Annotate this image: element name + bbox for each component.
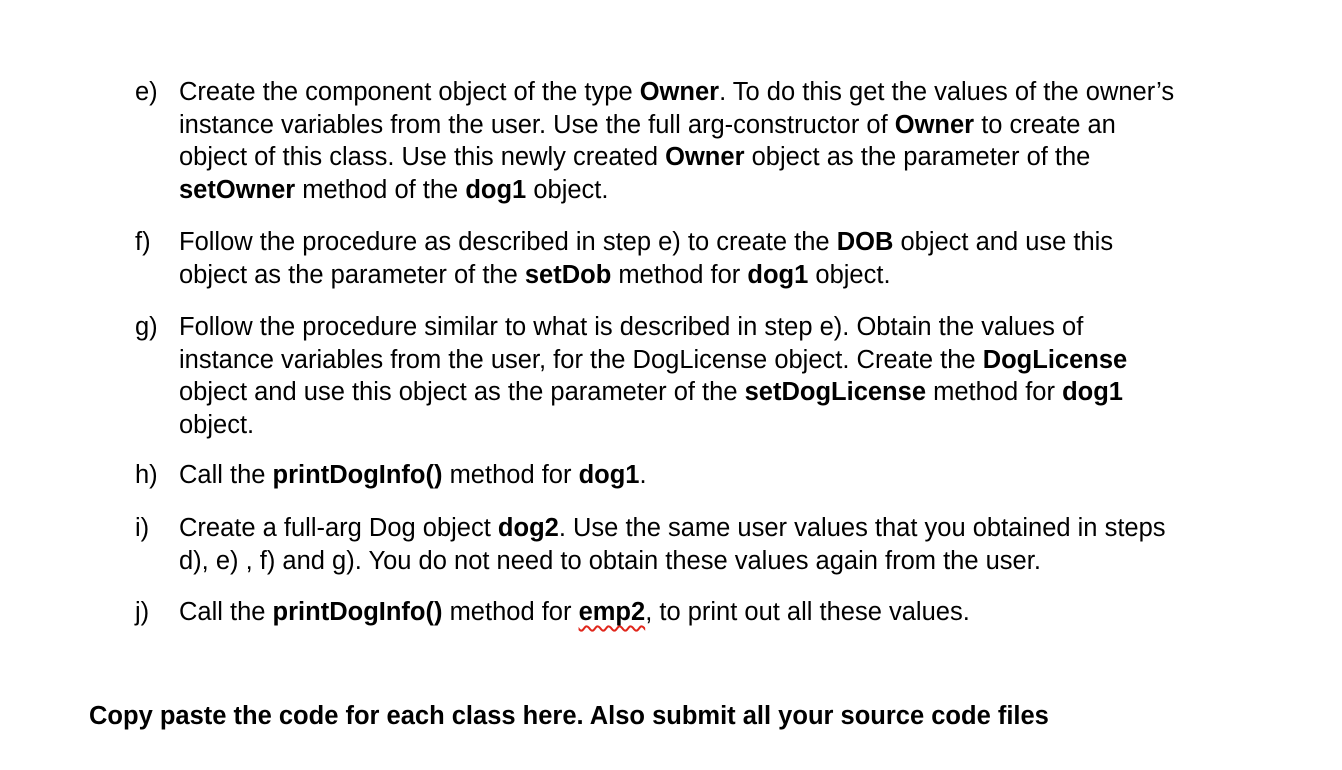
text-run: Follow the procedure as described in step e) to create the <box>179 228 837 256</box>
text-run: method for <box>442 598 579 626</box>
text-line <box>179 109 1279 142</box>
bold-term: dog1 <box>578 461 640 489</box>
text-run: object as the parameter of the <box>179 260 525 289</box>
bold-term: printDogInfo() <box>272 598 443 626</box>
bold-term: DOB <box>836 228 894 256</box>
text-run: object and use this object as the parameter of the <box>179 378 745 406</box>
text-line <box>179 596 1279 629</box>
list-marker: e) <box>135 78 158 106</box>
bold-term: Owner <box>894 110 975 139</box>
text-run: method of the <box>295 175 466 204</box>
list-item-text <box>179 596 1279 629</box>
text-run: object as the parameter of the <box>744 143 1091 171</box>
list-marker: g) <box>135 313 158 341</box>
text-run: object. <box>526 175 609 204</box>
bold-term: dog2 <box>497 514 559 542</box>
bold-term: DogLicense <box>982 345 1128 374</box>
text-line <box>179 344 1279 377</box>
text-run: Call the <box>179 461 273 489</box>
text-run: , to print out all these values. <box>645 598 970 626</box>
bold-term: Owner <box>665 143 745 171</box>
bold-term: dog1 <box>465 175 527 204</box>
list-marker: i) <box>135 514 150 542</box>
text-run: Create a full-arg Dog object <box>179 514 498 542</box>
text-run: . <box>639 461 647 489</box>
bold-term: Owner <box>639 78 720 106</box>
list-item-text <box>179 226 1279 291</box>
list-marker: h) <box>135 461 158 489</box>
list-item-text <box>179 311 1279 441</box>
misspelled-term[interactable]: emp2 <box>578 598 646 626</box>
text-run: object and use this <box>893 228 1114 256</box>
bold-term: printDogInfo() <box>272 461 443 489</box>
text-run: d), e) , f) and g). You do not need to obtain these values again from the user. <box>179 546 1041 575</box>
submission-instruction: Copy paste the code for each class here. Also submit all your source code files <box>89 702 1049 730</box>
text-line <box>179 141 1279 174</box>
text-run: method for <box>442 461 579 489</box>
bold-term: setOwner <box>179 175 296 204</box>
list-item-text <box>179 76 1279 206</box>
bold-term: setDogLicense <box>744 378 926 406</box>
text-run: object. <box>179 410 255 439</box>
list-marker: f) <box>135 228 151 256</box>
text-run: instance variables from the user, for the DogLicense object. Create the <box>179 345 983 374</box>
text-line <box>179 409 1279 442</box>
text-run: instance variables from the user. Use the full arg-constructor of <box>179 110 895 139</box>
text-line <box>179 512 1279 545</box>
bold-term: setDob <box>524 260 612 289</box>
text-line <box>179 376 1279 409</box>
text-line <box>179 259 1279 292</box>
text-run: method for <box>611 260 748 289</box>
text-line <box>179 76 1279 109</box>
text-line <box>179 459 1279 492</box>
text-run: Call the <box>179 598 273 626</box>
text-line <box>179 545 1279 578</box>
text-run: to create an <box>974 110 1116 139</box>
text-run: Follow the procedure similar to what is described in step e). Obtain the values of <box>179 313 1084 341</box>
bold-term: dog1 <box>1062 378 1123 406</box>
text-line <box>179 226 1279 259</box>
bold-term: dog1 <box>747 260 809 289</box>
text-line <box>179 174 1279 207</box>
text-run: . To do this get the values of the owner’s <box>719 78 1175 106</box>
text-run: method for <box>926 378 1063 406</box>
text-run: object. <box>808 260 891 289</box>
list-item-text <box>179 459 1279 492</box>
list-item-text <box>179 512 1279 577</box>
text-run: Create the component object of the type <box>179 78 640 106</box>
text-run: . Use the same user values that you obtained in steps <box>558 514 1166 542</box>
list-marker: j) <box>135 598 150 626</box>
text-line <box>179 311 1279 344</box>
text-run: object of this class. Use this newly created <box>179 143 666 171</box>
